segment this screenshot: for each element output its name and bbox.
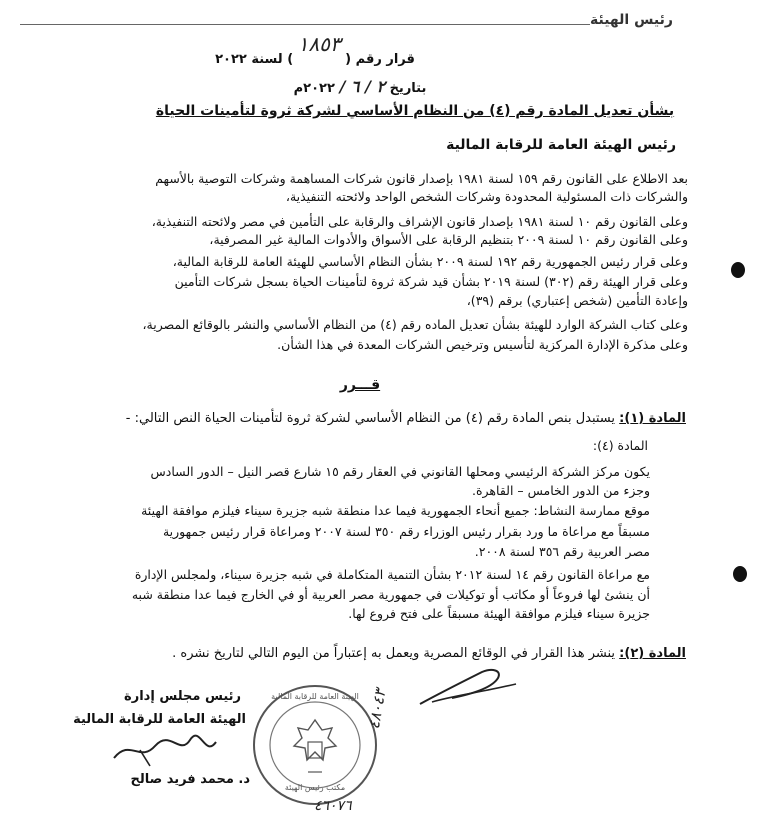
article-2 xyxy=(172,645,686,662)
decree-date-prefix: بتاريخ xyxy=(389,81,427,96)
preamble-line: وعلى كتاب الشركة الوارد للهيئة بشأن تعديل الماده رقم (٤) من النظام الأساسي والنشر بالوقائع المصرية، xyxy=(142,317,688,332)
signature-title-1: رئيس مجلس إدارة xyxy=(124,689,241,704)
decree-date-handwritten: ٢ / ٦ / xyxy=(339,77,386,96)
preamble-line: والشركات ذات المسئولية المحدودة وشركات الشخص الواحد ولائحته التنفيذية، xyxy=(285,189,688,204)
preamble-line: وعلى مذكرة الإدارة المركزية لتأسيس وترخيص الشركات المعدة في هذا الشأن. xyxy=(277,337,688,352)
approval-signature-icon xyxy=(412,662,522,712)
decree-number-suffix: ) لسنة ٢٠٢٢ xyxy=(215,52,294,67)
decree-number-prefix: قرار رقم ( xyxy=(345,52,415,67)
decree-number-handwritten: ١٨٥٣ xyxy=(297,32,341,56)
preamble-line: وعلى قرار الهيئة رقم (٣٠٢) لسنة ٢٠١٩ بشأن قيد شركة ثروة لتأمينات الحياة بسجل شركات التأمين xyxy=(174,274,688,289)
preamble-line: وعلى القانون رقم ١٠ لسنة ١٩٨١ بإصدار قانون الإشراف والرقابة على التأمين في مصر ولائحته التنفيذية، xyxy=(151,214,688,229)
header-authority-title: رئيس الهيئة xyxy=(590,12,673,28)
stamp-bottom-text: مكتب رئيس الهيئة xyxy=(284,783,346,792)
preamble-line: وعلى القانون رقم ١٠ لسنة ٢٠٠٩ بتنظيم الرقابة على الأسواق والأدوات المالية غير المصرفية، xyxy=(209,232,688,247)
signature-name: د. محمد فريد صالح xyxy=(130,772,250,787)
signature-title-2: الهيئة العامة للرقابة المالية xyxy=(73,712,246,727)
signature-scribble-icon xyxy=(110,728,220,770)
article-1-label: المادة (١): xyxy=(619,411,686,426)
article-2-text: ينشر هذا القرار في الوقائع المصرية ويعمل به إعتباراً من اليوم التالي لتاريخ نشره . xyxy=(172,646,616,661)
article-4-line: مع مراعاة القانون رقم ١٤ لسنة ٢٠١٢ بشأن التنمية المتكاملة في شبه جزيرة سيناء، ولمجلس الإدارة xyxy=(134,567,650,582)
handwritten-note-bottom: ٤٦٠٧٦ xyxy=(314,798,352,814)
decree-subject: بشأن تعديل المادة رقم (٤) من النظام الأساسي لشركة ثروة لتأمينات الحياة xyxy=(155,103,675,119)
decides-heading: قـــرر xyxy=(339,377,381,393)
article-4-line: موقع ممارسة النشاط: جميع أنحاء الجمهورية فيما عدا منطقة شبه جزيرة سيناء فيلزم موافقة الهيئة xyxy=(141,503,650,518)
article-1 xyxy=(126,410,686,427)
decree-number-line xyxy=(215,32,415,68)
article-4-line: وجزء من الدور الخامس – القاهرة. xyxy=(472,483,650,498)
preamble-line: وإعادة التأمين (شخص إعتباري) برقم (٣٩)، xyxy=(466,293,688,308)
article-4-label: المادة (٤): xyxy=(592,438,648,453)
handwritten-note-right: ٤٨٠٤٣ xyxy=(364,687,390,731)
decree-date-line xyxy=(250,77,470,96)
issuer-heading: رئيس الهيئة العامة للرقابة المالية xyxy=(446,137,676,153)
article-2-label: المادة (٢): xyxy=(619,646,686,661)
article-4-line: أن ينشئ لها فروعاً أو مكاتب أو توكيلات في جمهورية مصر العربية أو في الخارج فيما عدا منطقة شبه xyxy=(131,587,650,602)
article-4-line: جزيرة سيناء فيلزم موافقة الهيئة مسبقاً على فتح فروع لها. xyxy=(348,606,650,621)
decree-date-suffix: ٢٠٢٢م xyxy=(293,81,335,96)
stamp-ring-text: الهيئة العامة للرقابة المالية xyxy=(271,692,359,701)
binder-hole-icon xyxy=(731,262,745,278)
preamble-line: وعلى قرار رئيس الجمهورية رقم ١٩٢ لسنة ٢٠٠٩ بشأن النظام الأساسي للهيئة العامة للرقابة المالية، xyxy=(172,254,688,269)
binder-hole-icon xyxy=(733,566,747,582)
preamble-line: بعد الاطلاع على القانون رقم ١٥٩ لسنة ١٩٨١ بإصدار قانون شركات المساهمة وشركات التوصية بالأسهم xyxy=(155,171,688,186)
article-4-line: يكون مركز الشركة الرئيسي ومحلها القانوني في العقار رقم ١٥ شارع قصر النيل – الدور السادس xyxy=(150,464,650,479)
header-rule xyxy=(20,24,590,25)
article-4-line: مصر العربية رقم ٣٥٦ لسنة ٢٠٠٨. xyxy=(474,544,650,559)
article-1-text: يستبدل بنص المادة رقم (٤) من النظام الأساسي لشركة ثروة لتأمينات الحياة النص التالي: - xyxy=(125,411,616,426)
article-4-line: مسبقاً مع مراعاة ما ورد بقرار رئيس الوزراء رقم ٣٥٠ لسنة ٢٠٠٧ ومراعاة قرار رئيس جمهورية xyxy=(162,524,650,539)
